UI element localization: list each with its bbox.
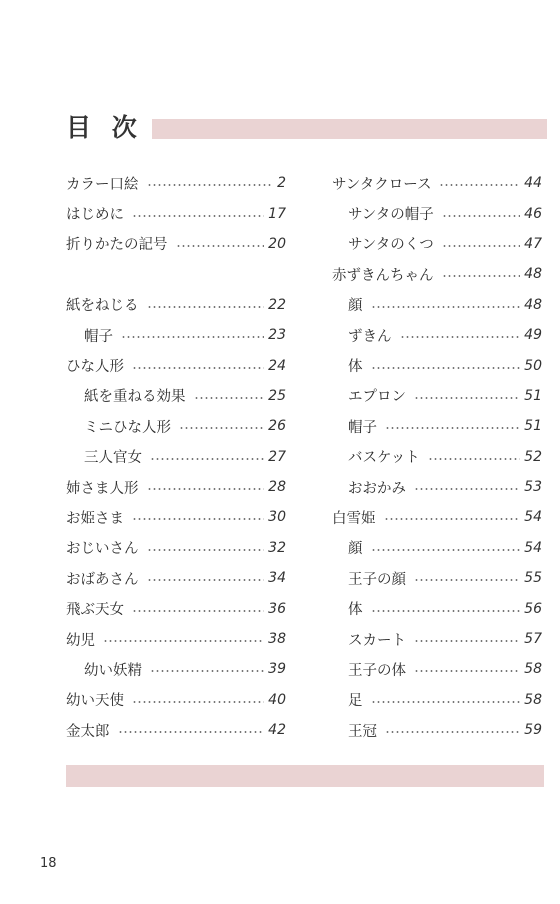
toc-entry-page: 54 (524, 539, 542, 556)
toc-entry-page: 53 (524, 479, 542, 496)
toc-spacer (66, 259, 286, 289)
toc-entry-label: 顔 (348, 541, 363, 558)
toc-header (66, 112, 548, 144)
toc-entry[interactable] (66, 624, 286, 654)
toc-entry-page: 39 (268, 661, 286, 678)
toc-entry-page: 24 (268, 357, 286, 374)
toc-entry-label: ひな人形 (66, 359, 124, 376)
toc-entry-label: ずきん (348, 328, 392, 345)
dot-leader (176, 245, 265, 247)
toc-subentry[interactable] (332, 411, 542, 441)
toc-entry-label: お姫さま (66, 510, 124, 527)
toc-entry-page: 38 (268, 631, 286, 648)
toc-entry-label: 幼い妖精 (84, 662, 142, 679)
toc-entry-label: おおかみ (348, 480, 406, 497)
dot-leader (147, 488, 265, 490)
toc-entry[interactable] (66, 198, 286, 228)
toc-entry-label: はじめに (66, 207, 124, 224)
dot-leader (414, 579, 520, 581)
page-number: 18 (40, 856, 57, 871)
toc-entry-page: 50 (524, 357, 542, 374)
toc-entry-page: 36 (268, 600, 286, 617)
toc-entry-label: 体 (348, 602, 363, 619)
toc-entry-label: 幼い天使 (66, 693, 124, 710)
toc-entry-label: 帽子 (348, 419, 377, 436)
toc-entry-page: 56 (524, 600, 542, 617)
dot-leader (371, 701, 521, 703)
dot-leader (147, 579, 265, 581)
toc-entry-page: 55 (524, 570, 542, 587)
toc-entry-label: 白雪姫 (332, 510, 376, 527)
toc-entry[interactable] (66, 715, 286, 745)
toc-subentry[interactable] (332, 593, 542, 623)
toc-subentry[interactable] (332, 229, 542, 259)
toc-subentry[interactable] (332, 290, 542, 320)
toc-left-column (66, 168, 286, 745)
toc-entry-label: 三人官女 (84, 450, 142, 467)
toc-entry-page: 51 (524, 418, 542, 435)
toc-entry-label: ミニひな人形 (84, 419, 171, 436)
toc-subentry[interactable] (332, 715, 542, 745)
toc-entry-page: 49 (524, 327, 542, 344)
toc-entry-page: 48 (524, 296, 542, 313)
toc-entry-page: 54 (524, 509, 542, 526)
toc-entry-label: 王冠 (348, 723, 377, 740)
toc-entry[interactable] (66, 472, 286, 502)
dot-leader (194, 397, 265, 399)
dot-leader (132, 518, 264, 520)
toc-entry-label: 体 (348, 359, 363, 376)
toc-entry-page: 42 (268, 722, 286, 739)
dot-leader (400, 336, 521, 338)
dot-leader (442, 245, 520, 247)
toc-subentry[interactable] (332, 654, 542, 684)
dot-leader (414, 670, 520, 672)
toc-subentry[interactable] (332, 350, 542, 380)
dot-leader (414, 397, 520, 399)
toc-entry-page: 20 (268, 235, 286, 252)
dot-leader (121, 336, 264, 338)
toc-entry-page: 52 (524, 448, 542, 465)
toc-entry[interactable] (332, 259, 542, 289)
toc-entry-page: 46 (524, 205, 542, 222)
toc-entry-label: 姉さま人形 (66, 480, 139, 497)
dot-leader (147, 549, 265, 551)
toc-entry-page: 30 (268, 509, 286, 526)
toc-entry-label: サンタのくつ (348, 237, 434, 254)
toc-entry[interactable] (66, 563, 286, 593)
dot-leader (371, 306, 521, 308)
toc-entry[interactable] (66, 533, 286, 563)
dot-leader (132, 701, 264, 703)
dot-leader (150, 670, 264, 672)
toc-subentry[interactable] (332, 472, 542, 502)
toc-entry-label: カラー口絵 (66, 176, 139, 193)
toc-entry-label: バスケット (348, 450, 420, 467)
toc-entry-page: 22 (268, 296, 286, 313)
toc-entry-label: 王子の顔 (348, 571, 406, 588)
dot-leader (147, 306, 265, 308)
toc-entry[interactable] (332, 502, 542, 532)
dot-leader (132, 610, 264, 612)
dot-leader (442, 275, 521, 277)
toc-entry[interactable] (66, 502, 286, 532)
toc-entry-label: スカート (348, 632, 406, 649)
dot-leader (103, 640, 264, 642)
dot-leader (150, 458, 264, 460)
toc-entry-label: 幼児 (66, 632, 95, 649)
toc-entry-page: 58 (524, 661, 542, 678)
toc-entry-label: 紙をねじる (66, 298, 139, 315)
dot-leader (179, 427, 264, 429)
toc-right-column (332, 168, 542, 745)
toc-entry[interactable] (66, 593, 286, 623)
dot-leader (118, 731, 265, 733)
toc-entry-page: 32 (268, 539, 286, 556)
toc-subentry[interactable] (66, 411, 286, 441)
toc-entry-page: 48 (524, 266, 542, 283)
toc-entry[interactable] (66, 685, 286, 715)
toc-entry-page: 17 (268, 205, 286, 222)
toc-entry-page: 59 (524, 722, 542, 739)
toc-subentry[interactable] (66, 381, 286, 411)
toc-entry-label: おばあさん (66, 571, 139, 588)
toc-entry-label: 王子の体 (348, 662, 406, 679)
toc-entry-page: 51 (524, 387, 542, 404)
dot-leader (414, 640, 520, 642)
toc-subentry[interactable] (66, 442, 286, 472)
dot-leader (371, 549, 521, 551)
dot-leader (371, 367, 521, 369)
toc-entry[interactable] (66, 350, 286, 380)
toc-entry-label: 帽子 (84, 328, 113, 345)
toc-entry-label: 金太郎 (66, 723, 110, 740)
dot-leader (384, 518, 521, 520)
toc-subentry[interactable] (332, 442, 542, 472)
bottom-decor-bar (66, 765, 544, 787)
dot-leader (385, 731, 520, 733)
toc-entry[interactable] (66, 168, 286, 198)
dot-leader (442, 215, 520, 217)
toc-subentry[interactable] (332, 381, 542, 411)
dot-leader (439, 184, 520, 186)
toc-subentry[interactable] (66, 654, 286, 684)
toc-entry-label: サンタクロース (332, 176, 432, 193)
toc-subentry[interactable] (332, 563, 542, 593)
toc-entry-page: 47 (524, 235, 542, 252)
toc-entry-label: 飛ぶ天女 (66, 602, 124, 619)
toc-subentry[interactable] (66, 320, 286, 350)
dot-leader (147, 184, 274, 186)
toc-entry-label: サンタの帽子 (348, 207, 434, 224)
toc-entry-page: 26 (268, 418, 286, 435)
page-title: 目 次 (66, 113, 143, 142)
toc-entry-page: 34 (268, 570, 286, 587)
toc-entry-page: 28 (268, 479, 286, 496)
dot-leader (414, 488, 520, 490)
toc-entry-label: おじいさん (66, 541, 139, 558)
toc-entry-page: 27 (268, 448, 286, 465)
toc-entry-page: 44 (524, 175, 542, 192)
toc-subentry[interactable] (332, 320, 542, 350)
title-decor-bar (152, 119, 547, 139)
toc-entry-label: 折りかたの記号 (66, 237, 168, 254)
toc-entry[interactable] (332, 168, 542, 198)
toc-entry-page: 2 (277, 175, 286, 192)
toc-subentry[interactable] (332, 198, 542, 228)
toc-subentry[interactable] (332, 533, 542, 563)
toc-entry-page: 58 (524, 691, 542, 708)
toc-subentry[interactable] (332, 624, 542, 654)
toc-subentry[interactable] (332, 685, 542, 715)
toc-entry[interactable] (66, 229, 286, 259)
toc-entry-label: 紙を重ねる効果 (84, 389, 186, 406)
dot-leader (132, 215, 264, 217)
toc-entry-page: 25 (268, 387, 286, 404)
toc-entry-page: 57 (524, 631, 542, 648)
dot-leader (371, 610, 521, 612)
toc-entry-page: 40 (268, 691, 286, 708)
toc-entry-label: 赤ずきんちゃん (332, 267, 434, 284)
toc-entry-label: エプロン (348, 389, 406, 406)
toc-entry-label: 足 (348, 693, 363, 710)
toc-entry[interactable] (66, 290, 286, 320)
toc-entry-label: 顔 (348, 298, 363, 315)
toc-entry-page: 23 (268, 327, 286, 344)
dot-leader (428, 458, 520, 460)
dot-leader (132, 367, 264, 369)
dot-leader (385, 427, 520, 429)
